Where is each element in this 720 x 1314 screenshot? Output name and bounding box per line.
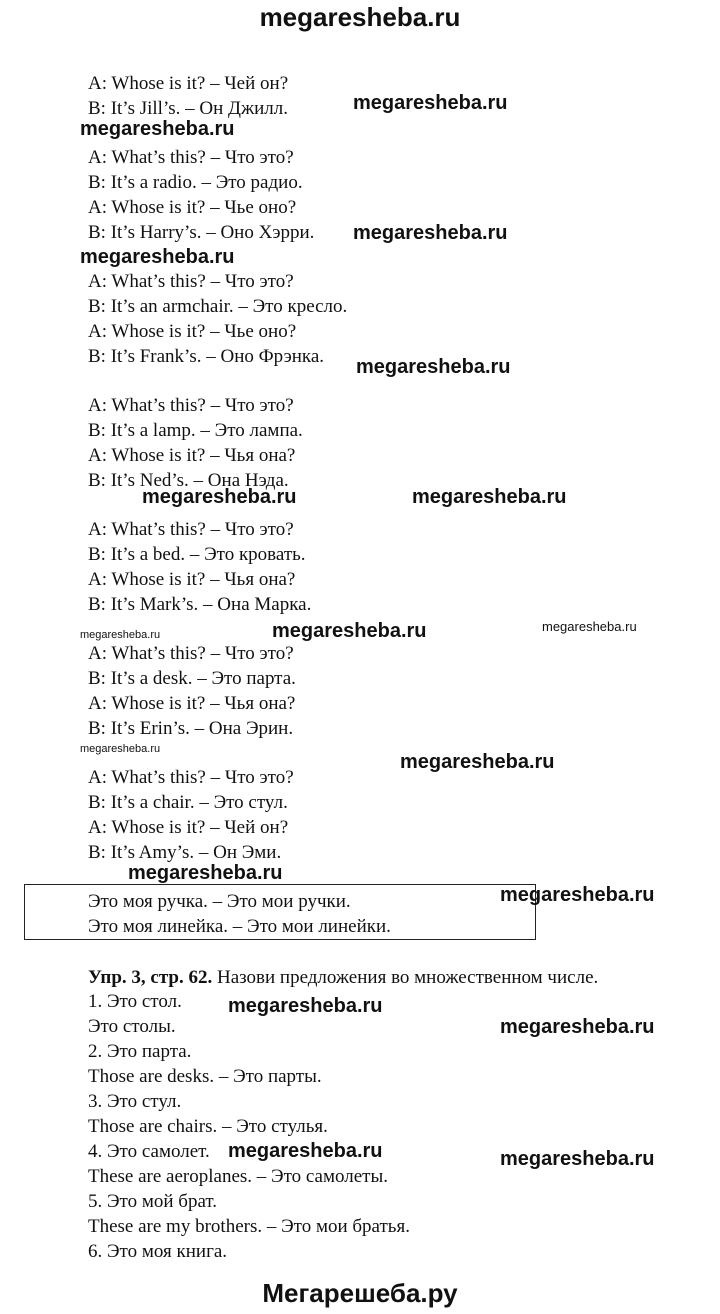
- exercise-heading-text: Назови предложения во множественном числе.: [212, 967, 599, 988]
- dialog-line: B: It’s a chair. – Это стул.: [88, 792, 288, 813]
- dialog-line: B: It’s Amy’s. – Он Эми.: [88, 842, 282, 863]
- exercise-line: 3. Это стул.: [88, 1091, 182, 1112]
- watermark: megaresheba.ru: [356, 356, 511, 378]
- box-line: Это моя ручка. – Это мои ручки.: [88, 891, 351, 912]
- watermark: megaresheba.ru: [128, 862, 283, 884]
- watermark: megaresheba.ru: [142, 486, 297, 508]
- watermark: megaresheba.ru: [353, 222, 508, 244]
- dialog-line: A: Whose is it? – Чья она?: [88, 693, 296, 714]
- dialog-line: A: What’s this? – Что это?: [88, 147, 294, 168]
- exercise-line: 4. Это самолет.: [88, 1141, 210, 1162]
- exercise-line: Это столы.: [88, 1016, 176, 1037]
- exercise-line: Those are desks. – Это парты.: [88, 1066, 322, 1087]
- watermark: megaresheba.ru: [400, 751, 555, 773]
- watermark: megaresheba.ru: [500, 1148, 655, 1170]
- dialog-line: A: Whose is it? – Чей он?: [88, 817, 289, 838]
- exercise-line: 6. Это моя книга.: [88, 1241, 228, 1262]
- watermark: megaresheba.ru: [80, 118, 235, 140]
- dialog-line: A: What’s this? – Что это?: [88, 767, 294, 788]
- dialog-line: B: It’s Frank’s. – Оно Фрэнка.: [88, 346, 325, 367]
- exercise-line: 5. Это мой брат.: [88, 1191, 218, 1212]
- watermark: megaresheba.ru: [353, 92, 508, 114]
- watermark: megaresheba.ru: [272, 620, 427, 642]
- dialog-line: A: What’s this? – Что это?: [88, 395, 294, 416]
- watermark: megaresheba.ru: [80, 629, 161, 641]
- dialog-line: A: Whose is it? – Чей он?: [88, 73, 289, 94]
- dialog-line: B: It’s an armchair. – Это кресло.: [88, 296, 348, 317]
- exercise-line: These are my brothers. – Это мои братья.: [88, 1216, 410, 1237]
- dialog-line: A: Whose is it? – Чье оно?: [88, 321, 297, 342]
- watermark: megaresheba.ru: [80, 246, 235, 268]
- watermark: megaresheba.ru: [500, 1016, 655, 1038]
- dialog-line: A: Whose is it? – Чья она?: [88, 445, 296, 466]
- watermark: megaresheba.ru: [412, 486, 567, 508]
- watermark: megaresheba.ru: [80, 743, 161, 755]
- box-line: Это моя линейка. – Это мои линейки.: [88, 916, 391, 937]
- exercise-heading: [88, 966, 598, 990]
- dialog-line: A: Whose is it? – Чье оно?: [88, 197, 297, 218]
- exercise-line: Those are chairs. – Это стулья.: [88, 1116, 328, 1137]
- site-header[interactable]: megaresheba.ru: [259, 2, 461, 32]
- dialog-line: B: It’s Ned’s. – Она Нэда.: [88, 470, 289, 491]
- dialog-line: B: It’s a bed. – Это кровать.: [88, 544, 306, 565]
- site-footer[interactable]: Мегарешеба.ру: [262, 1278, 458, 1308]
- dialog-line: B: It’s a radio. – Это радио.: [88, 172, 303, 193]
- dialog-line: B: It’s a lamp. – Это лампа.: [88, 420, 303, 441]
- dialog-line: A: What’s this? – Что это?: [88, 643, 294, 664]
- exercise-line: 2. Это парта.: [88, 1041, 192, 1062]
- dialog-line: A: Whose is it? – Чья она?: [88, 569, 296, 590]
- exercise-heading-label: Упр. 3, стр. 62.: [88, 967, 213, 988]
- exercise-line: 1. Это стол.: [88, 991, 182, 1012]
- watermark: megaresheba.ru: [542, 619, 637, 634]
- dialog-line: B: It’s Jill’s. – Он Джилл.: [88, 98, 288, 119]
- watermark: megaresheba.ru: [228, 995, 383, 1017]
- watermark: megaresheba.ru: [500, 884, 655, 906]
- dialog-line: A: What’s this? – Что это?: [88, 271, 294, 292]
- dialog-line: B: It’s Erin’s. – Она Эрин.: [88, 718, 294, 739]
- watermark: megaresheba.ru: [228, 1140, 383, 1162]
- dialog-line: B: It’s Mark’s. – Она Марка.: [88, 594, 312, 615]
- dialog-line: A: What’s this? – Что это?: [88, 519, 294, 540]
- dialog-line: B: It’s a desk. – Это парта.: [88, 668, 296, 689]
- exercise-line: These are aeroplanes. – Это самолеты.: [88, 1166, 388, 1187]
- dialog-line: B: It’s Harry’s. – Оно Хэрри.: [88, 222, 315, 243]
